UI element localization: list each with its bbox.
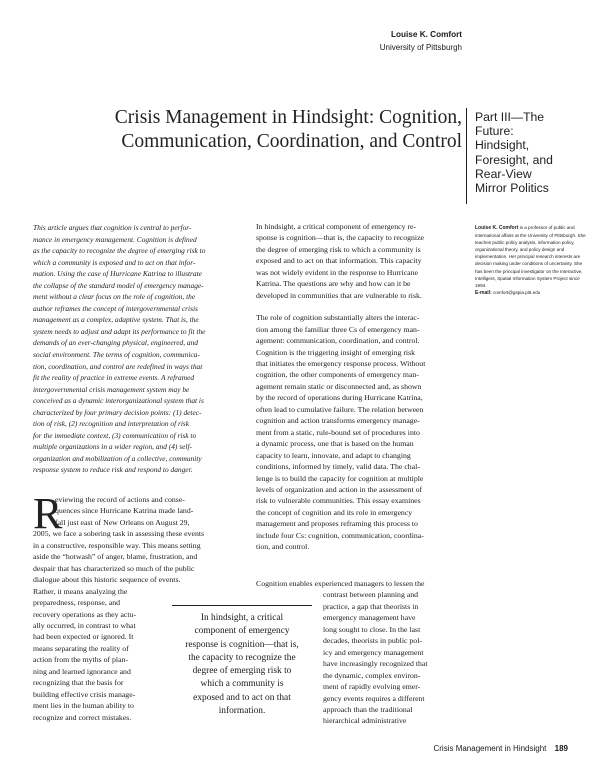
body-line: agement remain static or disconnected and, as shown: [256, 381, 422, 391]
body-line: recovery operations as they actu-: [33, 609, 137, 619]
body-line: developed in communities that are vulnerable to risk.: [256, 290, 422, 300]
abstract-line: demands of an ever-changing physical, engineered, and: [33, 338, 199, 348]
body-line: conditions, informed by timely, valid data. The chal-: [256, 462, 420, 472]
pullquote-line: exposed and to act on that: [193, 692, 291, 703]
title-line: Communication, Coordination, and Control: [121, 131, 462, 152]
pullquote-line: the capacity to recognize the: [188, 652, 296, 663]
title-line: Crisis Management in Hindsight: Cognition,: [114, 107, 462, 128]
abstract-line: as the capacity to recognize the degree of emerging risk to: [33, 246, 206, 256]
body-column-2: [256, 221, 464, 553]
abstract-line: mance in emergency management. Cognition is defined: [33, 234, 197, 244]
abstract-line: which a community is exposed and to act on that infor-: [33, 257, 196, 267]
body-line: the degree of emerging risk to which a community is: [256, 244, 421, 254]
abstract-line: intergovernmental crisis management system may be: [33, 384, 190, 394]
part-heading-line: Mirror Politics: [475, 181, 549, 196]
abstract-line: characterized by four primary decision points: (1) detec-: [33, 407, 202, 417]
body-line: icy and emergency management: [323, 647, 424, 657]
body-line: exposed and to act on that information. This capacity: [256, 256, 422, 266]
part-heading-line: Rear-View: [475, 166, 532, 181]
body-line: hierarchical administrative: [323, 716, 407, 726]
body-line: capacity to learn, innovate, and adapt to changing: [256, 450, 411, 460]
body-line: Cognition enables experienced managers to lessen the: [256, 579, 425, 588]
pullquote-line: component of emergency: [194, 626, 290, 637]
abstract-line: for the immediate context, (3) communication of risk to: [33, 430, 197, 440]
body-line: aside the “hotwash” of anger, blame, frustration, and: [33, 552, 198, 562]
body-line: dialogue about this historic sequence of events.: [33, 575, 181, 585]
bio-text: is a professor of public and international affairs at the University of Pittsburgh. She teaches public policy analysis, information policy, organizational theory, and policy design and implementation. Her principal research interests are decision making under conditions of uncertainty. She has been the principal investigator on the Interactive, Intelligent, Spatial Information System Project since 1994.: [475, 225, 586, 288]
abstract-line: author reframes the concept of intergovernmental crisis: [33, 303, 198, 313]
body-line: Cognition is the triggering insight of emerging risk: [256, 347, 416, 357]
pullquote-rule: [172, 605, 312, 606]
part-heading-line: Hindsight,: [475, 138, 530, 153]
body-line: risk to vulnerable communities. This essay examines: [256, 496, 421, 506]
body-line: decades, theorists in public pol-: [323, 636, 422, 646]
body-line: levels of organization and action in the assessment of: [256, 484, 423, 494]
body-line: management and proposes reframing this process to: [256, 519, 418, 529]
body-line: recognizing that the basis for: [33, 678, 124, 688]
body-line: gency events requires a different: [323, 693, 425, 703]
body-line: tion, and control.: [256, 542, 310, 552]
body-line: means separating the reality of: [33, 643, 129, 653]
abstract-line: tion, coordination, and control are redefined in ways that: [33, 361, 203, 371]
body-line: that initiates the emergency response process. Without: [256, 358, 426, 368]
part-heading-line: Part III—The: [475, 110, 545, 124]
body-line: preparedness, response, and: [33, 598, 121, 608]
part-heading-line: Foresight, and: [475, 152, 553, 167]
abstract-line: organization and mobilization of a collective, community: [33, 453, 202, 463]
paragraph-2: [256, 312, 464, 553]
body-line: building effective crisis manage-: [33, 689, 136, 699]
body-line: the dynamic, complex environ-: [323, 670, 421, 680]
abstract-line: fit the reality of practice in extreme events. A reframed: [33, 373, 195, 383]
body-line: action from the myths of plan-: [33, 655, 129, 665]
drop-cap: R: [33, 489, 63, 538]
page-number: 189: [554, 744, 568, 753]
body-line: The role of cognition substantially alters the interac-: [256, 313, 420, 323]
body-line: ment lies in the human ability to: [33, 701, 134, 711]
body-line: eviewing the record of actions and conse-: [55, 495, 185, 504]
abstract-line: conceived as a dynamic interorganizational system that is: [33, 396, 204, 406]
body-line: ning and learned ignorance and: [33, 666, 131, 676]
bio-email-label: E-mail:: [475, 289, 492, 296]
sidebar-divider: [466, 108, 467, 204]
body-line: practice, a gap that theorists in: [323, 601, 419, 611]
abstract-line: the collapse of the standard model of emergency manage-: [33, 280, 204, 290]
body-line: recognize and correct mistakes.: [33, 712, 132, 722]
body-line: in a constructive, responsible way. This means setting: [33, 540, 201, 550]
author-name: Louise K. Comfort: [391, 30, 462, 39]
body-line: contrast between planning and: [323, 590, 419, 600]
abstract-line: social environment. The terms of cognition, communica-: [33, 350, 200, 360]
body-line: often lead to cumulative failure. The relation between: [256, 404, 424, 414]
body-line: cognition and action transforms emergency manage-: [256, 416, 420, 426]
part-heading: [475, 110, 590, 195]
body-line: include four Cs: cognition, communication, coordina-: [256, 530, 424, 540]
body-line: emergency management have: [323, 613, 416, 623]
body-line: by the record of operations during Hurricane Katrina,: [256, 393, 423, 403]
abstract: [33, 222, 243, 476]
body-line: have increasingly recognized that: [323, 659, 428, 669]
body-line: fall just east of New Orleans on August 29,: [55, 517, 190, 527]
body-line: cognition, the other components of emergency man-: [256, 370, 419, 380]
body-line: Rather, it means analyzing the: [33, 586, 128, 596]
body-line: ally occurred, in contrast to what: [33, 620, 136, 630]
abstract-line: tion of risk, (2) recognition and interpretation of risk: [33, 419, 190, 429]
bio-email: comfort@gspia.pitt.edu: [492, 289, 541, 295]
abstract-line: system needs to adjust and adapt its performance to fit the: [33, 326, 206, 336]
body-line: quences since Hurricane Katrina made land-: [55, 506, 194, 516]
abstract-line: ment without a clear focus on the role of cognition, the: [33, 292, 196, 302]
pullquote-line: information.: [218, 706, 266, 717]
part-heading-line: Future:: [475, 124, 514, 139]
body-line: agement: communication, coordination, and control.: [256, 336, 420, 346]
body-line: lenge is to build the capacity for cognition at multiple: [256, 473, 424, 483]
running-title: Crisis Management in Hindsight: [433, 744, 547, 753]
body-line: was not widely evident in the response to Hurricane: [256, 267, 418, 277]
body-line: 2005, we face a sobering task in assessing these events: [33, 529, 205, 539]
pullquote-line: which a community is: [200, 679, 284, 690]
pull-quote: [172, 612, 312, 718]
pullquote-line: degree of emerging risk to: [192, 666, 292, 677]
body-line: Katrina. The questions are why and how can it be: [256, 279, 411, 289]
pullquote-line: In hindsight, a critical: [200, 613, 284, 623]
author-affiliation: University of Pittsburgh: [379, 43, 462, 52]
article-title: [100, 106, 462, 154]
abstract-line: This article argues that cognition is central to perfor-: [33, 223, 192, 232]
abstract-line: management as a complex, adaptive system. That is, the: [33, 315, 199, 325]
paragraph-1: [256, 221, 464, 301]
pullquote-line: response is cognition—that is,: [185, 639, 299, 650]
body-line: despair that has characterized so much of the public: [33, 563, 195, 573]
body-line: In hindsight, a critical component of emergency re-: [256, 222, 417, 231]
body-line: sponse is cognition—that is, the capacity to recognize: [256, 233, 425, 243]
bio-name: Louise K. Comfort: [475, 225, 519, 231]
author-bio: [475, 224, 587, 297]
body-line: the concept of cognition and its role in emergency: [256, 507, 413, 517]
body-line: approach than the traditional: [323, 704, 413, 714]
page-footer: [433, 744, 568, 753]
body-line: ment from a static, rule-bound set of procedures into: [256, 427, 420, 437]
abstract-line: response system to reduce risk and respond to danger.: [33, 465, 193, 475]
body-line: long sought to close. In the last: [323, 624, 421, 634]
abstract-line: multiple organizations in a wider region, and (4) self-: [33, 442, 192, 452]
body-line: had been expected or ignored. It: [33, 632, 134, 642]
body-line: a dynamic process, one that is based on the human: [256, 439, 414, 449]
body-line: tion among the familiar three Cs of emergency man-: [256, 324, 420, 334]
abstract-line: mation. Using the case of Hurricane Katrina to illustrate: [33, 269, 202, 279]
body-line: ment of rapidly evolving emer-: [323, 682, 421, 692]
